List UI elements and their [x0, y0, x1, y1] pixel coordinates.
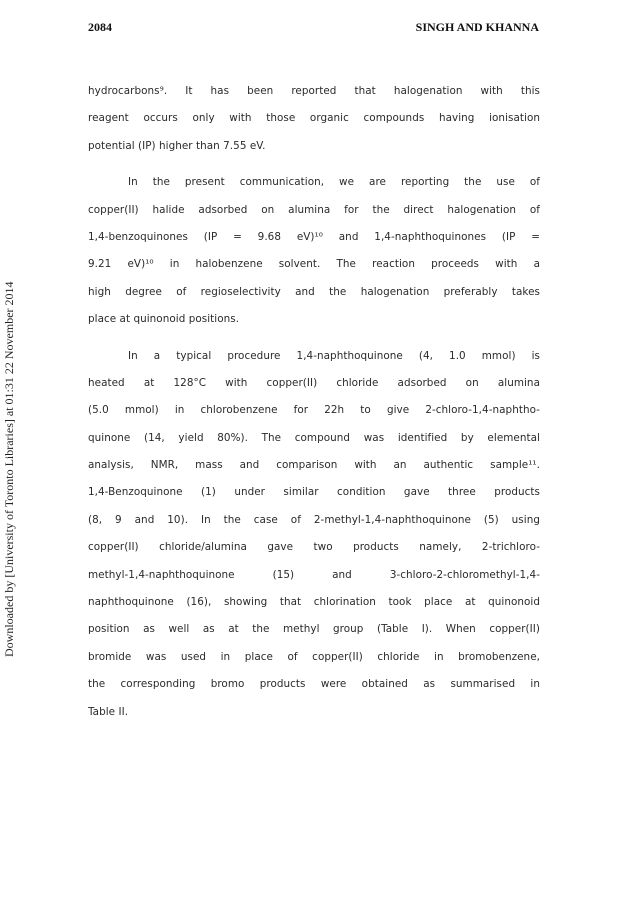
text-line: naphthoquinone (16), showing that chlorination took place at quinonoid: [88, 596, 540, 609]
text-line: In the present communication, we are reporting the use of: [128, 176, 540, 189]
text-line: 9.21 eV)¹⁰ in halobenzene solvent. The reaction proceeds with a: [88, 258, 540, 271]
text-line: the corresponding bromo products were obtained as summarised in: [88, 678, 540, 691]
text-line: 1,4-benzoquinones (IP = 9.68 eV)¹⁰ and 1,4-naphthoquinones (IP =: [88, 230, 540, 243]
text-line: quinone (14, yield 80%). The compound was identified by elemental: [88, 431, 540, 444]
text-line: (8, 9 and 10). In the case of 2-methyl-1,4-naphthoquinone (5) using: [88, 513, 540, 526]
body-text: [88, 78, 540, 726]
text-line: methyl-1,4-naphthoquinone (15) and 3-chloro-2-chloromethyl-1,4-: [88, 568, 540, 581]
running-head: SINGH AND KHANNA: [415, 20, 539, 34]
text-line: hydrocarbons⁹. It has been reported that halogenation with this: [88, 85, 540, 97]
text-line: Table II.: [88, 705, 129, 718]
text-line: potential (IP) higher than 7.55 eV.: [88, 139, 266, 152]
text-line: 1,4-Benzoquinone (1) under similar condition gave three products: [88, 486, 540, 499]
text-line: In a typical procedure 1,4-naphthoquinone (4, 1.0 mmol) is: [128, 349, 540, 362]
text-line: analysis, NMR, mass and comparison with an authentic sample¹¹.: [88, 459, 540, 472]
text-line: heated at 128°C with copper(II) chloride adsorbed on alumina: [88, 376, 540, 389]
text-line: (5.0 mmol) in chlorobenzene for 22h to give 2-chloro-1,4-naphtho-: [88, 404, 540, 417]
paragraph-2: [88, 169, 540, 333]
text-line: place at quinonoid positions.: [88, 313, 240, 326]
text-line: high degree of regioselectivity and the halogenation preferably takes: [88, 285, 540, 298]
text-line: bromide was used in place of copper(II) chloride in bromobenzene,: [88, 650, 540, 663]
text-line: copper(II) halide adsorbed on alumina for the direct halogenation of: [88, 203, 540, 216]
paragraph-3: [88, 343, 540, 726]
paragraph-1: [88, 78, 540, 160]
download-watermark: Downloaded by [University of Toronto Libraries] at 01:31 22 November 2014: [2, 281, 16, 657]
text-line: position as well as at the methyl group (Table I). When copper(II): [88, 623, 540, 636]
page-number: 2084: [88, 20, 112, 34]
text-line: reagent occurs only with those organic compounds having ionisation: [88, 112, 540, 125]
text-line: copper(II) chloride/alumina gave two products namely, 2-trichloro-: [88, 541, 540, 554]
